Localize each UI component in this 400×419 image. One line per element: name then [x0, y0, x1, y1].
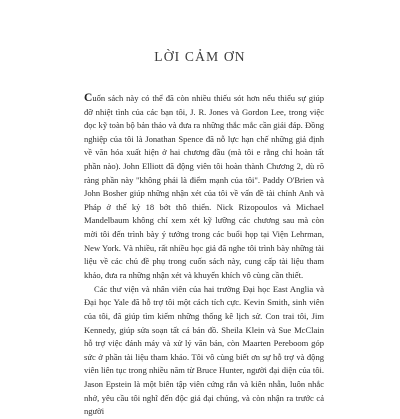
page-title: LỜI CẢM ƠN [154, 49, 246, 64]
paragraph-2: Các thư viện và nhân viên của hai trường Đại học East Anglia và Đại học Yale đã hỗ trợ tôi một cách tích cực. Kevin Smith, sinh viên của tôi, đã giúp tìm kiếm những thống kê lịch sử. Con trai tôi, Jim Kennedy, giúp sửa soạn tất cả bản đồ. Sheila Klein và Sue McClain hỗ trợ việc đánh máy và xử lý văn bản, còn Maarten Pereboom góp sức ở phần tài liệu tham khảo. Tôi vô cùng biết ơn sự hỗ trợ và động viên liên tục trong nhiều năm từ Bruce Hunter, người đại diện của tôi. Jason Epstein là một biên tập viên cứng rắn và kiên nhẫn, luôn nhắc nhở, yêu cầu tôi nghĩ đến độc giả đại chúng, và còn nhận ra trước cả người [84, 283, 324, 417]
paragraph-1-text: uốn sách này có thể đã còn nhiều thiếu sót hơn nếu thiếu sự giúp đỡ nhiệt tình của các bạn tôi, J. R. Jones và Gordon Lee, trong việc đọc kỹ toàn bộ bản thảo và đưa ra những thắc mắc cần giải đáp. Đồng nghiệp của tôi là Jonathan Spence đã nỗ lực hạn chế những giả định về văn hóa xuất hiện ở hai chương đầu (mà tôi e rằng chỉ hoàn tất phần nào). John Elliott đã động viên tôi hoàn thành Chương 2, dù rõ ràng phần này "không phải là điểm mạnh của tôi". Paddy O'Brien và John Bosher giúp những nhận xét của tôi về vấn đề tài chính Anh và Pháp ở thế kỷ 18 bớt thô thiển. Nick Rizopoulos và Michael Mandelbaum không chỉ xem xét kỹ lưỡng các chương sau mà còn mời tôi đến trình bày ý tưởng trong các buổi họp tại Viện Lehrman, New York. Và nhiều, rất nhiều học giả đã nghe tôi trình bày những tài liệu về các chủ đề phụ trong cuốn sách này, cung cấp tài liệu tham khảo, đưa ra những nhận xét và khuyến khích vô cùng cần thiết. [84, 93, 324, 280]
acknowledgements-body [84, 92, 324, 419]
paragraph-1 [84, 92, 324, 282]
drop-cap: C [84, 92, 93, 104]
